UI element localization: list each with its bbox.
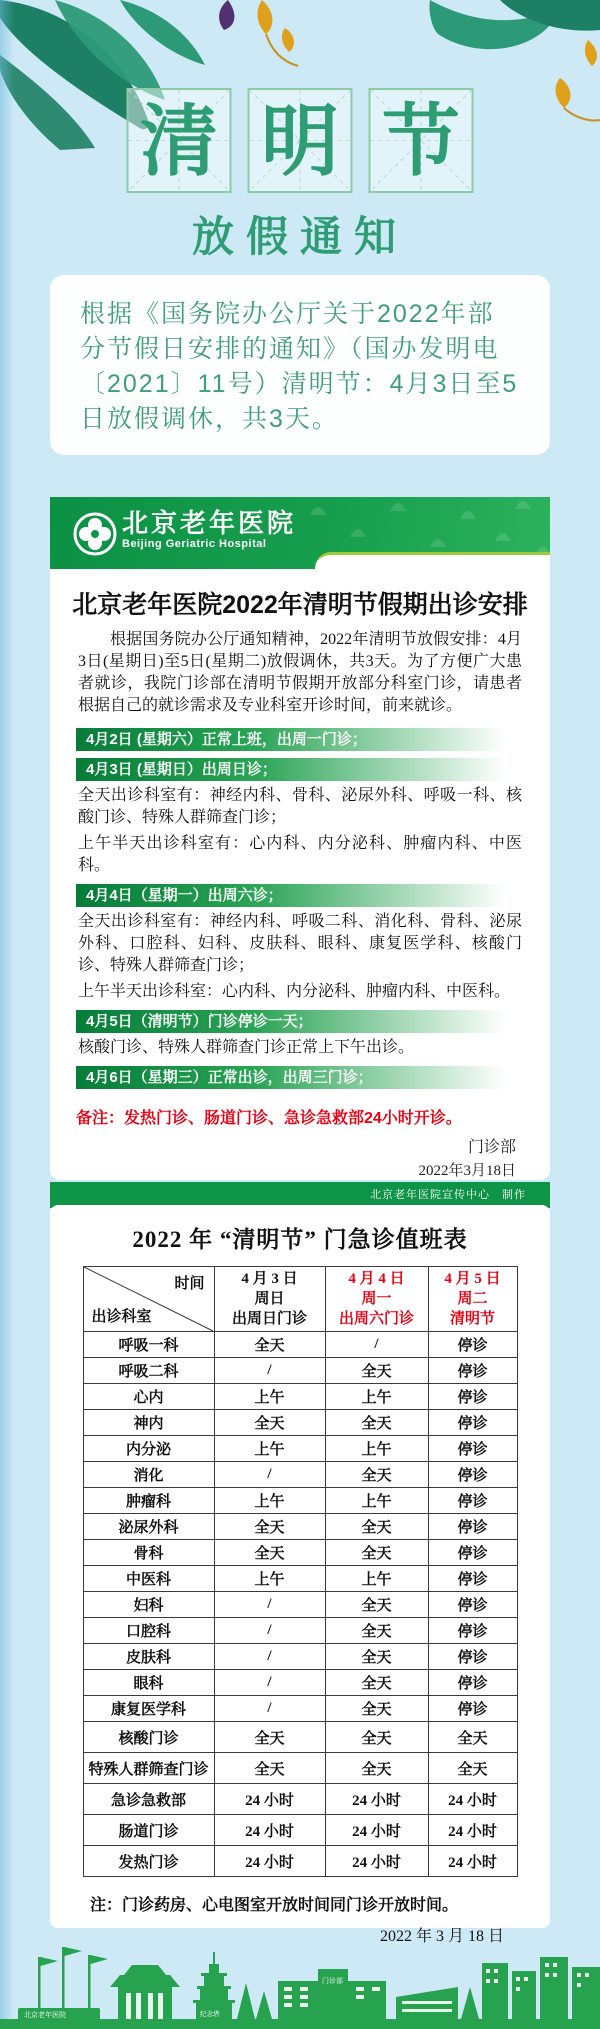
dept-cell: 肿瘤科 [83, 1488, 214, 1514]
duty-cell: 上午 [214, 1436, 325, 1462]
duty-cell: 24 小时 [428, 1815, 517, 1846]
table-row [83, 1644, 517, 1670]
duty-cell: 上午 [325, 1566, 428, 1592]
duty-cell: 全天 [214, 1540, 325, 1566]
dept-cell: 发热门诊 [83, 1846, 214, 1877]
duty-cell: 停诊 [428, 1670, 517, 1696]
table-note: 注：门诊药房、心电图室开放时间同门诊开放时间。 [90, 1897, 459, 1914]
duty-cell: 全天 [325, 1462, 428, 1488]
header-curve [315, 552, 550, 569]
duty-cell: 全天 [325, 1722, 428, 1753]
skyline-label-outpatient: 门诊部 [322, 1978, 343, 1985]
duty-cell: 全天 [214, 1753, 325, 1784]
festival-title [127, 88, 474, 193]
duty-cell: 停诊 [428, 1436, 517, 1462]
duty-cell: 全天 [325, 1540, 428, 1566]
dept-cell: 急诊急救部 [83, 1784, 214, 1815]
duty-cell: 24 小时 [325, 1784, 428, 1815]
duty-cell: / [214, 1644, 325, 1670]
title-char-box [369, 88, 474, 193]
duty-cell: 24 小时 [325, 1815, 428, 1846]
dept-cell: 康复医学科 [83, 1696, 214, 1722]
table-row [83, 1784, 517, 1815]
duty-cell: 停诊 [428, 1618, 517, 1644]
skyline-decoration [0, 1929, 600, 2029]
hospital-header [50, 497, 550, 569]
dept-cell: 消化 [83, 1462, 214, 1488]
duty-cell: 全天 [325, 1618, 428, 1644]
intro-paragraph: 根据国务院办公厅通知精神，2022年清明节放假安排：4月3日(星期日)至5日(星期二)放假调休，共3天。为了方便广大患者就诊，我院门诊部在清明节假期开放部分科室门诊，请患者根据自己的就诊需求及专业科室开诊时间，前来就诊。 [78, 631, 522, 714]
duty-cell: 停诊 [428, 1384, 517, 1410]
duty-cell: 全天 [428, 1722, 517, 1753]
title-char: 明 [260, 96, 339, 185]
duty-cell: 上午 [214, 1384, 325, 1410]
table-row [83, 1815, 517, 1846]
table-row [83, 1618, 517, 1644]
table-row [83, 1566, 517, 1592]
duty-table [83, 1266, 518, 1877]
dept-cell: 神内 [83, 1410, 214, 1436]
duty-cell: 停诊 [428, 1332, 517, 1358]
header-row [83, 1267, 517, 1332]
table-row [83, 1436, 517, 1462]
dept-cell: 特殊人群筛查门诊 [83, 1753, 214, 1784]
duty-cell: / [214, 1358, 325, 1384]
col-line: 4 月 4 日 [348, 1271, 405, 1287]
schedule-detail: 全天出诊科室有：神经内科、呼吸二科、消化科、骨科、泌尿外科、口腔科、妇科、皮肤科、眼科、康复医学科、核酸门诊、特殊人群筛查门诊； [78, 913, 522, 974]
duty-cell: 停诊 [428, 1566, 517, 1592]
duty-cell: / [325, 1332, 428, 1358]
col-line: 周一 [361, 1291, 392, 1307]
duty-cell: 停诊 [428, 1488, 517, 1514]
duty-cell: 24 小时 [214, 1815, 325, 1846]
duty-cell: 全天 [325, 1514, 428, 1540]
dept-cell: 内分泌 [83, 1436, 214, 1462]
duty-cell: 24 小时 [428, 1784, 517, 1815]
hospital-name-en: Beijing Geriatric Hospital [122, 538, 267, 550]
title-char-box [127, 88, 232, 193]
duty-cell: / [214, 1696, 325, 1722]
col-line: 周日 [254, 1291, 285, 1307]
dept-cell: 骨科 [83, 1540, 214, 1566]
table-row [83, 1514, 517, 1540]
schedule-bar: 4月2日 (星期六）正常上班，出周一门诊； [76, 728, 524, 751]
column-header-apr4 [325, 1267, 428, 1332]
notice-text: 根据《国务院办公厅关于2022年部分节假日安排的通知》（国办发明电〔2021〕11号）清明节：4月3日至5日放假调休，共3天。 [80, 300, 519, 433]
duty-table-body [83, 1332, 517, 1877]
col-line: 清明节 [449, 1311, 495, 1327]
schedule-bar: 4月6日（星期三）正常出诊，出周三门诊； [76, 1066, 524, 1089]
corner-time-label: 时间 [174, 1276, 205, 1292]
dept-cell: 泌尿外科 [83, 1514, 214, 1540]
column-header-apr5 [428, 1267, 517, 1332]
schedule-bar: 4月4日（星期一）出周六诊； [76, 884, 524, 907]
col-line: 出周日门诊 [231, 1311, 307, 1327]
schedule-detail: 核酸门诊、特殊人群筛查门诊正常上下午出诊。 [78, 1039, 415, 1056]
dept-cell: 中医科 [83, 1566, 214, 1592]
table-row [83, 1488, 517, 1514]
duty-cell: 24 小时 [214, 1784, 325, 1815]
duty-table-title: 2022 年 “清明节” 门急诊值班表 [132, 1227, 468, 1252]
table-row [83, 1358, 517, 1384]
schedule-title: 北京老年医院2022年清明节假期出诊安排 [72, 591, 528, 619]
corner-dept-label: 出诊科室 [91, 1309, 152, 1325]
hospital-names [122, 509, 296, 551]
left-edge-strip [0, 0, 14, 2029]
schedule-detail: 全天出诊科室有：神经内科、骨科、泌尿外科、呼吸一科、核酸门诊、特殊人群筛查门诊； [78, 787, 522, 826]
dept-cell: 口腔科 [83, 1618, 214, 1644]
duty-cell: / [214, 1462, 325, 1488]
col-line: 出周六门诊 [338, 1311, 414, 1327]
signature-date: 2022年3月18日 [418, 1163, 516, 1179]
table-row [83, 1410, 517, 1436]
table-row [83, 1384, 517, 1410]
col-line: 周二 [457, 1291, 488, 1307]
duty-cell: 24 小时 [325, 1846, 428, 1877]
dept-cell: 呼吸二科 [83, 1358, 214, 1384]
schedule-bar: 4月5日（清明节）门诊停诊一天； [76, 1010, 524, 1033]
duty-cell: 全天 [214, 1722, 325, 1753]
duty-cell: / [214, 1670, 325, 1696]
duty-cell: / [214, 1618, 325, 1644]
duty-cell: 全天 [325, 1670, 428, 1696]
duty-cell: 上午 [214, 1566, 325, 1592]
dept-cell: 核酸门诊 [83, 1722, 214, 1753]
table-row [83, 1696, 517, 1722]
remark-note: 备注：发热门诊、肠道门诊、急诊急救部24小时开诊。 [76, 1110, 462, 1127]
duty-cell: 停诊 [428, 1592, 517, 1618]
title-char: 清 [139, 96, 218, 185]
hospital-logo-icon [72, 511, 118, 557]
duty-cell: 停诊 [428, 1696, 517, 1722]
table-date: 2022 年 3 月 18 日 [379, 1928, 504, 1945]
duty-cell: 上午 [214, 1488, 325, 1514]
table-row [83, 1722, 517, 1753]
table-row [83, 1592, 517, 1618]
table-row [83, 1846, 517, 1877]
duty-cell: 上午 [325, 1436, 428, 1462]
column-header-apr3 [214, 1267, 325, 1332]
table-row [83, 1332, 517, 1358]
duty-cell: 停诊 [428, 1514, 517, 1540]
table-row [83, 1753, 517, 1784]
table-row [83, 1462, 517, 1488]
dept-cell: 心内 [83, 1384, 214, 1410]
signature [84, 1136, 516, 1182]
duty-cell: 停诊 [428, 1358, 517, 1384]
duty-cell: 全天 [325, 1696, 428, 1722]
duty-cell: 全天 [214, 1332, 325, 1358]
duty-cell: 全天 [325, 1358, 428, 1384]
dept-cell: 皮肤科 [83, 1644, 214, 1670]
title-char-box [248, 88, 353, 193]
duty-cell: 上午 [325, 1384, 428, 1410]
hospital-footer: 北京老年医院宣传中心 制作 [50, 1182, 550, 1208]
schedule-bar: 4月3日 (星期日）出周日诊； [76, 758, 524, 781]
corner-header-cell [83, 1267, 214, 1332]
skyline-label-hospital: 北京老年医院 [24, 2012, 66, 2019]
dept-cell: 肠道门诊 [83, 1815, 214, 1846]
schedule-detail: 上午半天出诊科室：心内科、内分泌科、肿瘤内科、中医科。 [78, 983, 511, 1000]
duty-cell: 停诊 [428, 1644, 517, 1670]
duty-cell: 24 小时 [214, 1846, 325, 1877]
duty-cell: 24 小时 [428, 1846, 517, 1877]
col-line: 4 月 3 日 [241, 1271, 298, 1287]
duty-cell: 上午 [325, 1488, 428, 1514]
duty-cell: / [214, 1592, 325, 1618]
col-line: 4 月 5 日 [444, 1271, 501, 1287]
schedule-list [76, 721, 524, 1093]
duty-cell: 全天 [325, 1410, 428, 1436]
dept-cell: 呼吸一科 [83, 1332, 214, 1358]
duty-cell: 全天 [325, 1592, 428, 1618]
duty-cell: 停诊 [428, 1410, 517, 1436]
schedule-detail: 上午半天出诊科室有：心内科、内分泌科、肿瘤内科、中医科。 [78, 835, 522, 874]
skyline-label-pagoda: 纪念塔 [200, 2011, 220, 2018]
duty-cell: 全天 [325, 1644, 428, 1670]
table-row [83, 1670, 517, 1696]
hospital-card [50, 497, 550, 1201]
signature-dept: 门诊部 [467, 1139, 516, 1156]
hospital-name-cn: 北京老年医院 [122, 508, 297, 538]
duty-cell: 全天 [214, 1410, 325, 1436]
duty-cell: 全天 [325, 1753, 428, 1784]
duty-cell: 全天 [428, 1753, 517, 1784]
duty-cell: 停诊 [428, 1462, 517, 1488]
dept-cell: 妇科 [83, 1592, 214, 1618]
notice-card [50, 275, 550, 455]
duty-cell: 停诊 [428, 1540, 517, 1566]
table-row [83, 1540, 517, 1566]
holiday-notice-subtitle: 放假通知 [191, 213, 408, 260]
title-char: 节 [381, 96, 460, 185]
duty-table-card [50, 1205, 550, 1945]
duty-cell: 全天 [214, 1514, 325, 1540]
dept-cell: 眼科 [83, 1670, 214, 1696]
